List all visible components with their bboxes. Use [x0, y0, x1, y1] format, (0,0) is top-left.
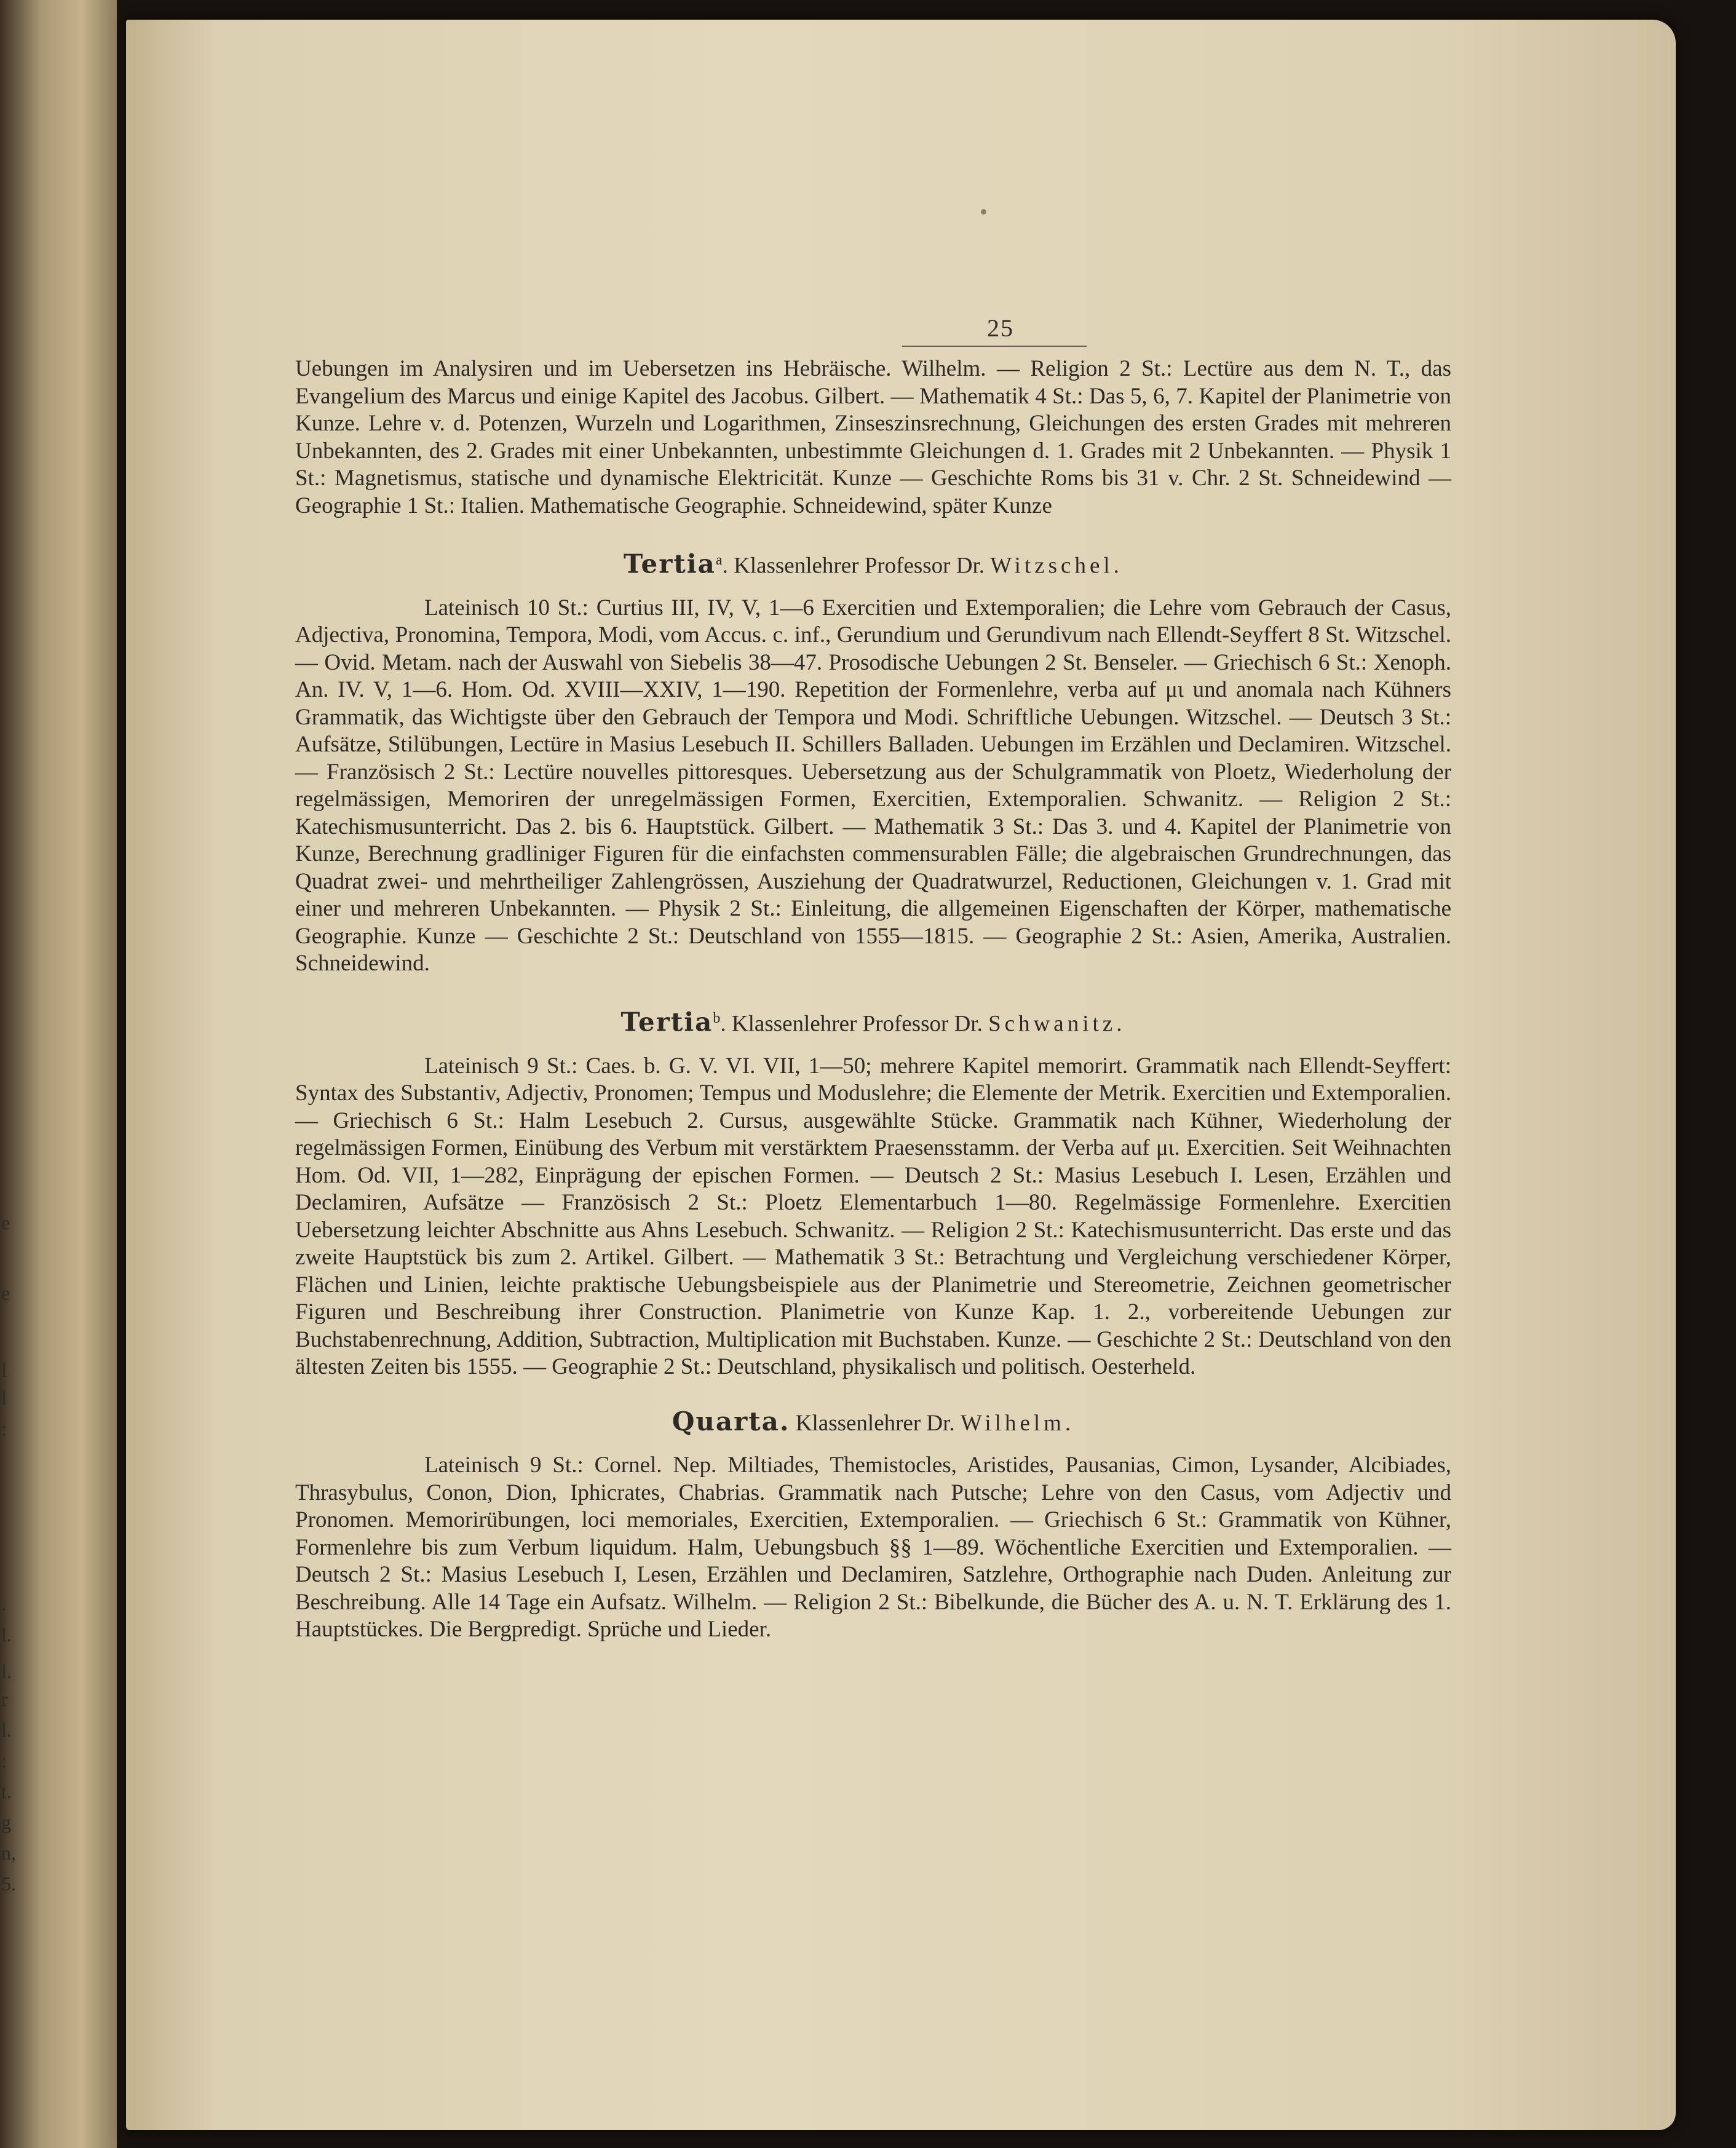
header-rule [902, 346, 1087, 347]
margin-fragment: l. [1, 1719, 12, 1741]
text-column [295, 355, 1451, 1644]
teacher-prefix: Klassenlehrer Professor Dr. [734, 553, 985, 579]
margin-fragment: t. [1, 1780, 12, 1802]
section-heading-quarta [295, 1408, 1451, 1438]
margin-fragment: n, [1, 1842, 16, 1864]
margin-fragment: r [1, 1688, 8, 1710]
section-title: Quarta. [672, 1406, 790, 1437]
margin-fragment: l. [1, 1660, 12, 1682]
margin-fragment: 5. [1, 1873, 16, 1895]
section-body-quarta: Lateinisch 9 St.: Cornel. Nep. Miltiades, Themistocles, Aristides, Pausanias, Cimon, Lysander, Alcibiades, Thrasybulus, Conon, Dion, Iphicrates, Chabrias. Grammatik nach Putsche; Lehre von den Casus, vom Adjectiv und Pronomen. Memorirübungen, loci memoriales, Exercitien, Extemporalien. — Griechisch 6 St.: Grammatik von Kühner, Formenlehre bis zum Verbum liquidum. Halm, Uebungsbuch §§ 1—89. Wöchentliche Exercitien und Extemporalien. — Deutsch 2 St.: Masius Lesebuch I, Lesen, Erzählen und Declamiren, Satzlehre, Orthographie nach Duden. Anleitung zur Beschreibung. Alle 14 Tage ein Aufsatz. Wilhelm. — Religion 2 St.: Bibelkunde, die Bücher des A. u. N. T. Erklärung des 1. Hauptstückes. Die Bergpredigt. Sprüche und Lieder. [295, 1452, 1451, 1643]
page-number: 25 [987, 314, 1014, 342]
ink-spot [981, 209, 986, 215]
margin-fragment: l [1, 1359, 7, 1381]
margin-fragment: : [1, 1750, 7, 1772]
margin-fragment: g [1, 1811, 11, 1833]
margin-fragment: : [1, 1417, 7, 1440]
section-body-tertia-b: Lateinisch 9 St.: Caes. b. G. V. VI. VII, 1—50; mehrere Kapitel memorirt. Grammatik nach Ellendt-Seyffert: Syntax des Substantiv, Adjectiv, Pronomen; Tempus und Moduslehre; die Elemente der Metrik. Exercitien und Extemporalien. — Griechisch 6 St.: Halm Lesebuch 2. Cursus, ausgewählte Stücke. Grammatik nach Kühner, Wiederholung der regelmässigen Formen, Einübung des Verbum mit verstärktem Praesensstamm. der Verba auf μι. Exercitien. Seit Weihnachten Hom. Od. VII, 1—282, Einprägung der epischen Formen. — Deutsch 2 St.: Masius Lesebuch I. Lesen, Erzählen und Declamiren, Aufsätze — Französisch 2 St.: Ploetz Elementarbuch 1—80. Regelmässige Formenlehre. Exercitien Uebersetzung leichter Abschnitte aus Ahns Lesebuch. Schwanitz. — Religion 2 St.: Katechismusunterricht. Das erste und das zweite Hauptstück bis zum 2. Artikel. Gilbert. — Mathematik 3 St.: Betrachtung und Vergleichung verschiedener Körper, Flächen und Linien, leichte praktische Uebungsbeispiele aus der Planimetrie und Stereometrie, Zeichnen geometrischer Figuren und Beschreibung ihrer Construction. Planimetrie von Kunze Kap. 1. 2., vorbereitende Uebungen zur Buchstabenrechnung, Addition, Subtraction, Multiplication mit Buchstaben. Kunze. — Geschichte 2 St.: Deutschland von den ältesten Zeiten bis 1555. — Geographie 2 St.: Deutschland, physikalisch und politisch. Oesterheld. [295, 1053, 1451, 1380]
margin-fragment: e [1, 1282, 10, 1304]
section-title: Tertia [620, 1007, 713, 1037]
section-heading-tertia-a: Tertia$^a$. Klassenlehrer Professor Dr. Witzschel. [624, 549, 1123, 579]
section-title: Tertia [624, 549, 716, 579]
teacher-name: Schwanitz. [988, 1011, 1126, 1037]
section-heading-tertia-b: Tertia$^b$. Klassenlehrer Professor Dr. Schwanitz. [620, 1007, 1126, 1037]
intro-paragraph: Uebungen im Analysiren und im Uebersetzen ins Hebräische. Wilhelm. — Religion 2 St.: Lectüre aus dem N. T., das Evangelium des Marcus und einige Kapitel des Jacobus. Gilbert. — Mathematik 4 St.: Das 5, 6, 7. Kapitel der Planimetrie von Kunze. Lehre v. d. Potenzen, Wurzeln und Logarithmen, Zinseszinsrechnung, Gleichungen des ersten Grades mit mehreren Unbekannten, des 2. Grades mit einer Unbekannten, unbestimmte Gleichungen d. 1. Grades mit 2 Unbekannten. — Physik 1 St.: Magnetismus, statische und dynamische Elektricität. Kunze — Geschichte Roms bis 31 v. Chr. 2 St. Schneidewind — Geographie 1 St.: Italien. Mathematische Geographie. Schneidewind, später Kunze [295, 356, 1451, 518]
teacher-name: Wilhelm. [960, 1410, 1075, 1436]
facing-page-edge [0, 0, 117, 2148]
teacher-prefix: Klassenlehrer Dr. [795, 1410, 955, 1436]
margin-fragment: e [1, 1211, 10, 1234]
section-superscript: a [715, 552, 723, 568]
teacher-name: Witzschel. [990, 553, 1123, 579]
margin-fragment: . [1, 1593, 6, 1615]
teacher-prefix: Klassenlehrer Professor Dr. [731, 1011, 983, 1037]
margin-fragment: l [1, 1387, 7, 1409]
margin-fragment: l. [1, 1623, 12, 1646]
section-superscript: b [713, 1010, 721, 1026]
section-body-tertia-a: Lateinisch 10 St.: Curtius III, IV, V, 1—6 Exercitien und Extemporalien; die Lehre vom Gebrauch der Casus, Adjectiva, Pronomina, Tempora, Modi, vom Accus. c. inf., Gerundium und Gerundivum nach Ellendt-Seyffert 8 St. Witzschel. — Ovid. Metam. nach der Auswahl von Siebelis 38—47. Prosodische Uebungen 2 St. Benseler. — Griechisch 6 St.: Xenoph. An. IV. V, 1—6. Hom. Od. XVIII—XXIV, 1—190. Repetition der Formenlehre, verba auf μι und anomala nach Kühners Grammatik, das Wichtigste über den Gebrauch der Tempora und Modi. Schriftliche Uebungen. Witzschel. — Deutsch 3 St.: Aufsätze, Stilübungen, Lectüre in Masius Lesebuch II. Schillers Balladen. Uebungen im Erzählen und Declamiren. Witzschel. — Französisch 2 St.: Lectüre nouvelles pittoresques. Uebersetzung aus der Schulgrammatik von Ploetz, Wiederholung der regelmässigen, Memoriren der unregelmässigen Formen, Exercitien, Extemporalien. Schwanitz. — Religion 2 St.: Katechismusunterricht. Das 2. bis 6. Hauptstück. Gilbert. — Mathematik 3 St.: Das 3. und 4. Kapitel der Planimetrie von Kunze, Berechnung gradliniger Figuren für die einfachsten commensurablen Fälle; die algebraischen Grundrechnungen, das Quadrat zwei- und mehrtheiliger Zahlengrössen, Ausziehung der Quadratwurzel, Reductionen, Gleichungen v. 1. Grad mit einer und mehreren Unbekannten. — Physik 2 St.: Einleitung, die allgemeinen Eigenschaften der Körper, mathematische Geographie. Kunze — Geschichte 2 St.: Deutschland von 1555—1815. — Geographie 2 St.: Asien, Amerika, Australien. Schneidewind. [295, 595, 1451, 977]
